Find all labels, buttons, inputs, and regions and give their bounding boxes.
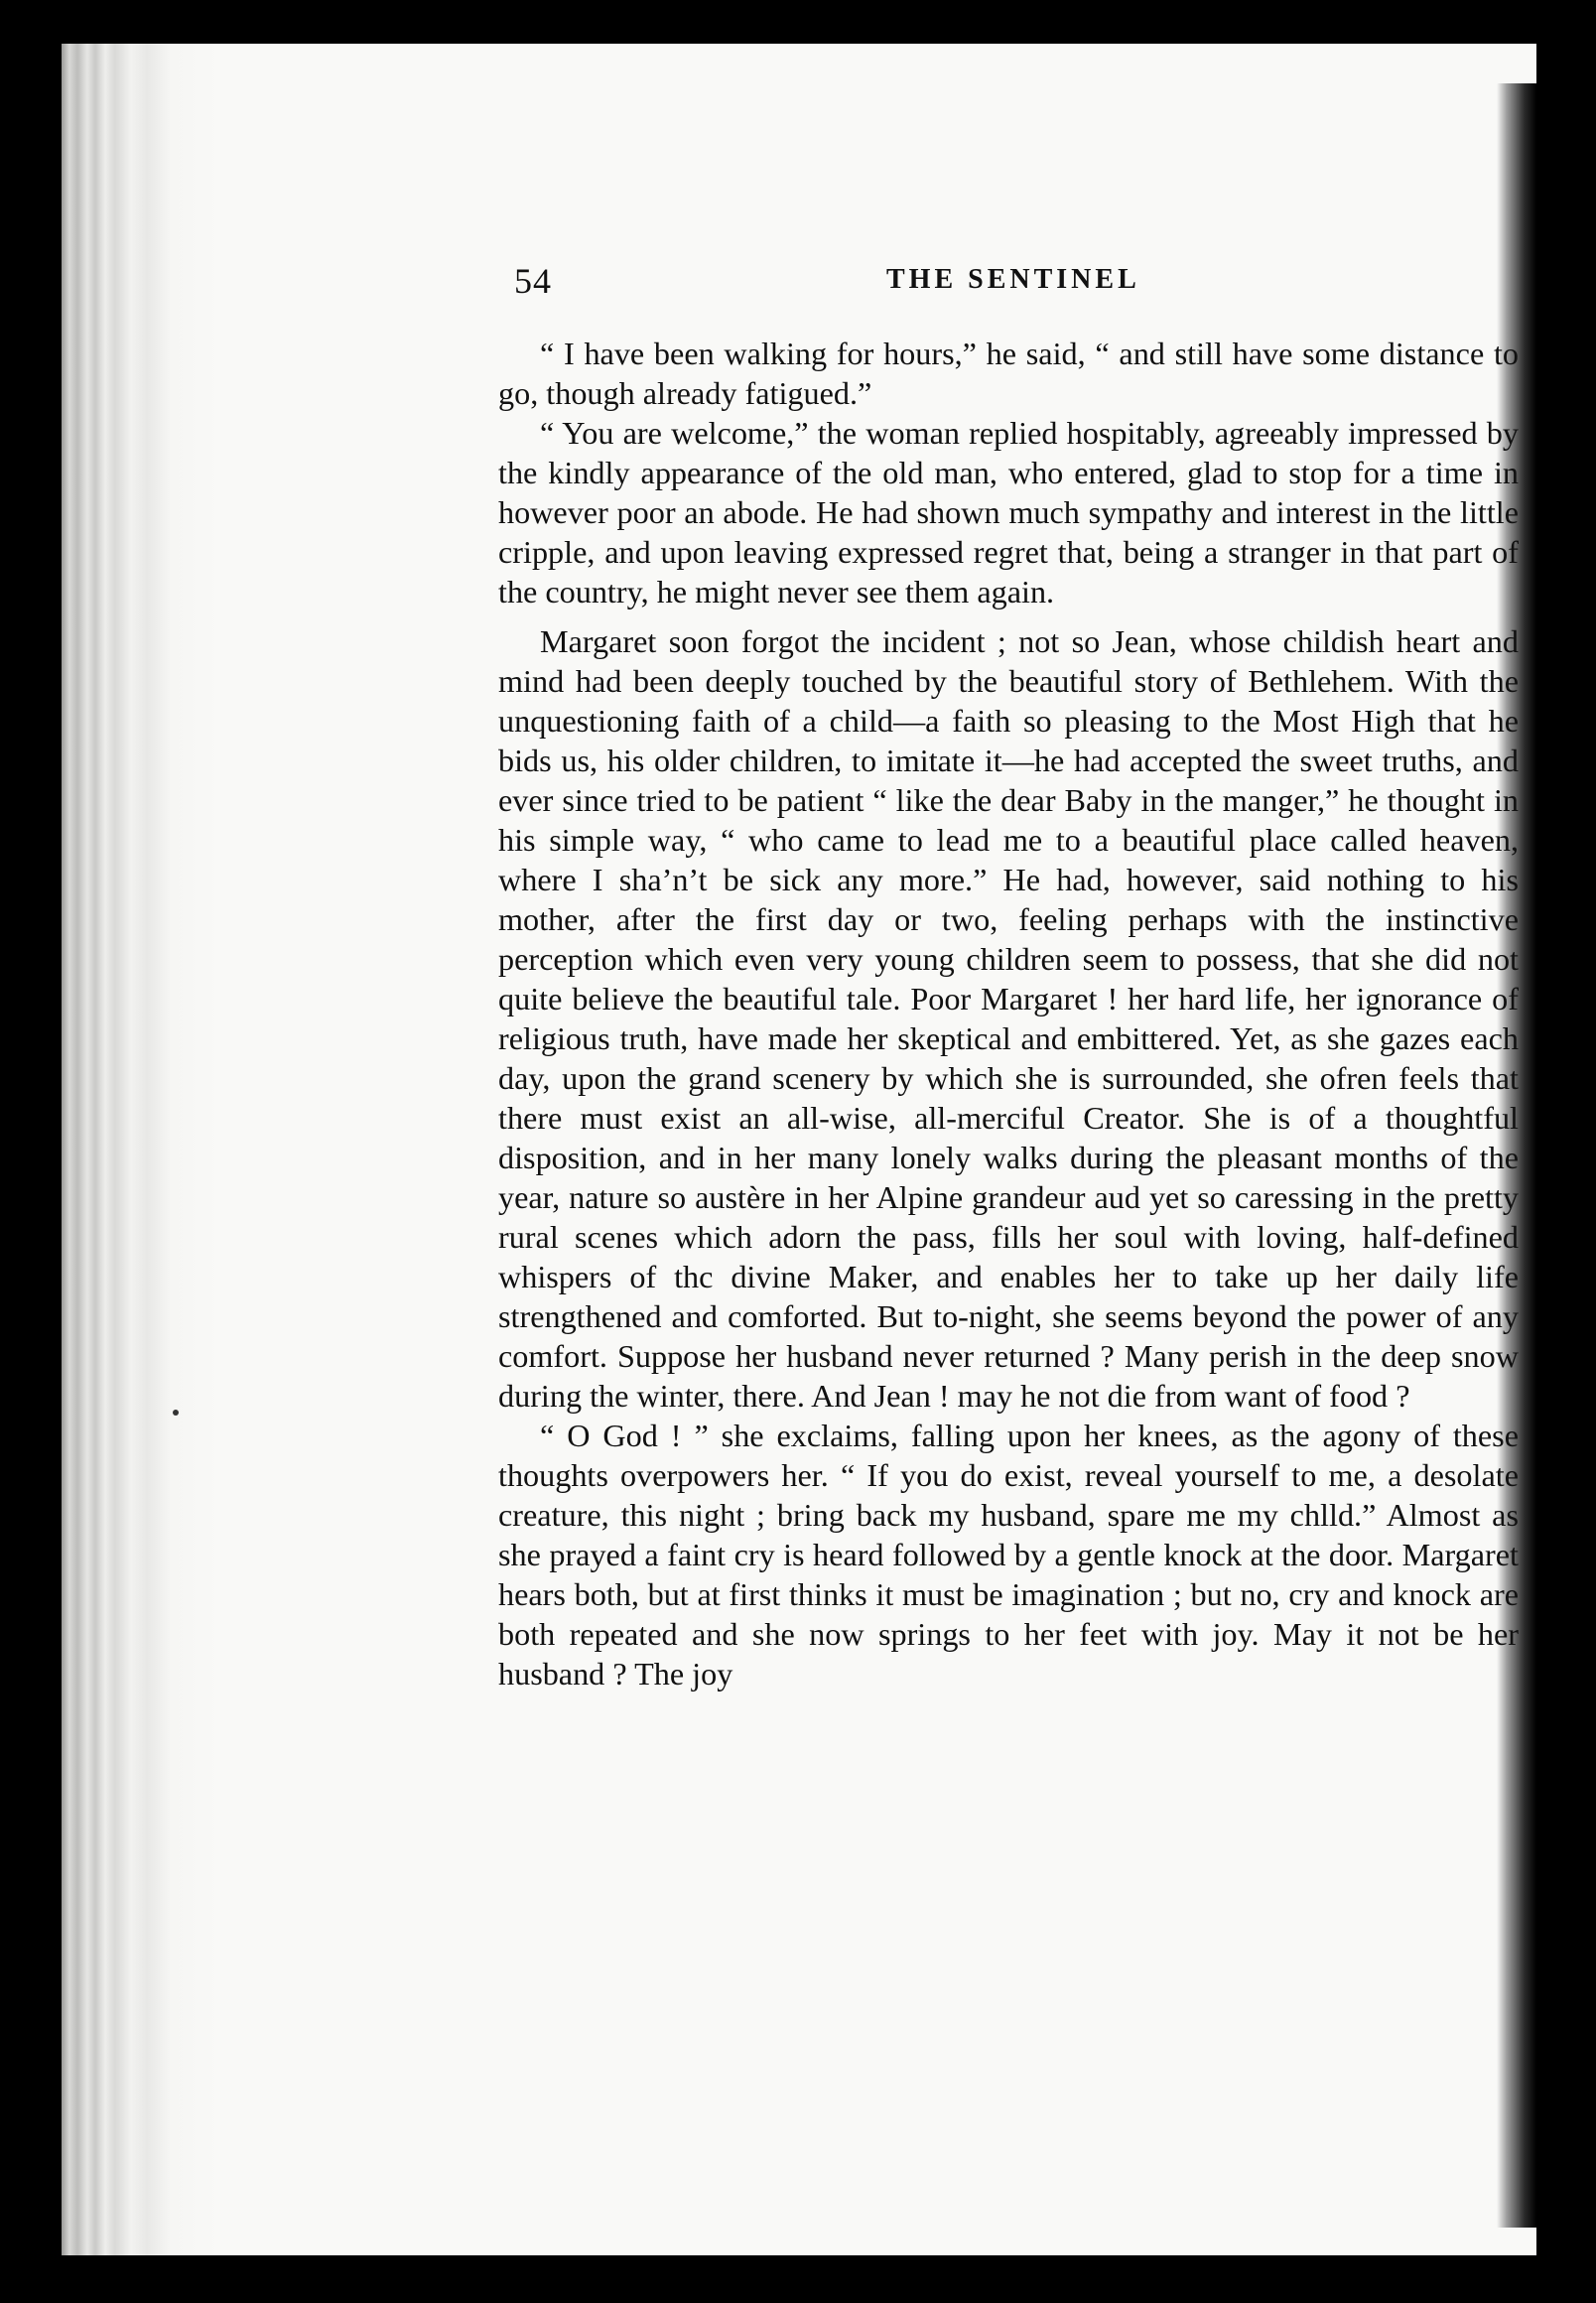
book-page [62, 44, 1536, 2255]
page-header [514, 260, 1517, 310]
page-number: 54 [514, 261, 552, 301]
binding-gutter [62, 44, 220, 2255]
paragraph: “ O God ! ” she exclaims, falling upon her knees, as the agony of these thoughts overpowers her. “ If you do exist, reveal yourself to me, a desolate creature, this night ; bring back my husband, spare me my chlld.” Almost as she prayed a faint cry is heard followed by a gentle knock at the door. Margaret hears both, but at first thinks it must be imagination ; but no, cry and knock are both repeated and she now springs to her feet with joy. May it not be her husband ? The joy [498, 1418, 1519, 1692]
paragraph: “ I have been walking for hours,” he said, “ and still have some distance to go, though already fatigued.” [498, 336, 1519, 411]
paragraph: Margaret soon forgot the incident ; not so Jean, whose childish heart and mind had been deeply touched by the beautiful story of Bethlehem. With the unquestioning faith of a child—a faith so pleasing to the Most High that he bids us, his older children, to imitate it—he had accepted the sweet truths, and ever since tried to be patient “ like the dear Baby in the manger,” he thought in his simple way, “ who came to lead me to a beautiful place called heaven, where I sha’n’t be sick any more.” He had, however, said nothing to his mother, after the first day or two, feeling perhaps with the instinctive perception which even very young children seem to possess, that she did not quite believe the beautiful tale. Poor Margaret ! her hard life, her ignorance of religious truth, have made her skeptical and embittered. Yet, as she gazes each day, upon the grand scenery by which she is surrounded, she ofren feels that there must exist an all-wise, all-merciful Creator. She is of a thoughtful disposition, and in her many lonely walks during the pleasant months of the year, nature so austère in her Alpine grandeur aud yet so caressing in the pretty rural scenes which adorn the pass, fills her soul with loving, half-defined whispers of thc divine Maker, and enables her to take up her daily life strengthened and comforted. But to-night, she seems beyond the power of any comfort. Suppose her husband never returned ? Many perish in the deep snow during the winter, there. And Jean ! may he not die from want of food ? [498, 623, 1519, 1414]
paragraph: “ You are welcome,” the woman replied hospitably, agreeably impressed by the kindly appearance of the old man, who entered, glad to stop for a time in however poor an abode. He had shown much sympathy and interest in the little cripple, and upon leaving expressed regret that, being a stranger in that part of the country, he might never see them again. [498, 415, 1519, 610]
running-title: THE SENTINEL [886, 264, 1140, 295]
stray-mark [173, 1410, 179, 1416]
body-text [498, 334, 1519, 1693]
